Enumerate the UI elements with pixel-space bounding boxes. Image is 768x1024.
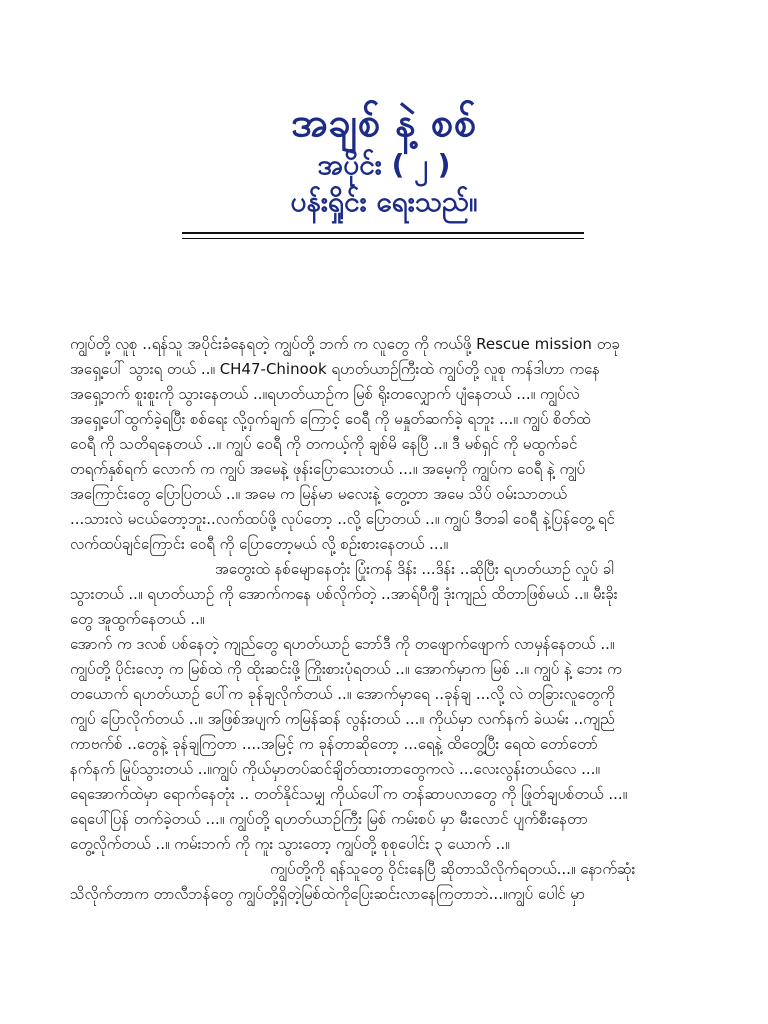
title-divider-thin [182,238,584,239]
body-line: တွေ အူထွက်နေတယ် ..။ [70,610,205,628]
body-line: အကြောင်းတွေ ပြောပြတယ် ..။ အမေ က မြန်မာ မလေးနဲ့ တွေ့တာ အမေ သိပ် ဝမ်းသာတယ် [70,485,567,503]
document-part: အပိုင်း ( ၂ ) [317,148,451,181]
document-author: ပန်းရှိုင်း ရေးသည်။ [290,184,478,218]
body-line: ကာဗက်စ် ..တွေနဲ့ ခုန်ချကြတာ ....အမြင့် က ခုန်တာဆိုတော့ ...ရေနဲ့ ထိတွေ့ပြီး ရေထဲ တော်တော် [70,735,598,753]
body-line: ...သားလဲ မငယ်တော့ဘူး..လက်ထပ်ဖို့ လုပ်တော့ ..လို့ ပြောတယ် ..။ ကျွပ် ဒီတခါ ဝေရီ နဲ့ပြန်တွေ့ ရင် [70,510,615,528]
body-line: ကျွပ်တို့ လူစု ..ရန်သူ အပိုင်းခံနေရတဲ့ ကျွပ်တို့ ဘက် က လူတွေ ကို ကယ်ဖို့ Rescue mission တခု [70,335,620,353]
body-line: တရက်နှစ်ရက် လောက် က ကျွပ် အမေနဲ့ ဖုန်းပြောသေးတယ် ...။ အမေ့ကို ကျွပ်က ဝေရီ နဲ့ ကျွပ် [70,460,586,478]
body-line: တယောက် ရဟတ်ယာဉ် ပေါ်က ခုန်ချလိုက်တယ် ..။ အောက်မှာရေ ..ခုန်ချ ...လို့ လဲ တခြားလူတွေကို [70,685,615,703]
body-line: အောက် က ဒလစ် ပစ်နေတဲ့ ကျည်တွေ ရဟတ်ယာဉ် ဘော်ဒီ ကို တဖျောက်ဖျောက် လာမှန်နေတယ် ..။ [70,635,615,653]
body-line: အရှေ့ပေါ် သွားရ တယ် ..။ CH47-Chinook ရဟတ်ယာဉ်ကြီးထဲ ကျွပ်တို့ လူစု ကန်ဒါဟာ ကနေ [70,360,600,378]
body-line: အရှေ့ပေါ်ထွက်ခဲ့ရပြီး စစ်ရေး လို့ဝှက်ချက် ကြောင့် ဝေရီ ကို မနှုတ်ဆက်ခဲ့ ရဘူး ...။ ကျွပ် စိတ်ထဲ [70,410,591,428]
body-line: သွားတယ် ..။ ရဟတ်ယာဉ် ကို အောက်ကနေ ပစ်လိုက်တဲ့ ..အာရ်ပီဂျီ ဒုံးကျည် ထိတာဖြစ်မယ် ..။ မီးခိုး [70,585,618,603]
title-block [0,102,768,218]
body-line: ရေပေါ်ပြန် တက်ခဲ့တယ် ...။ ကျွပ်တို့ ရဟတ်ယာဉ်ကြီး မြစ် ကမ်းစပ် မှာ မီးလောင် ပျက်စီးနေတာ [70,810,588,828]
body-line: အရှေ့ဘက် စူးစူးကို သွားနေတယ် ..။ရဟတ်ယာဉ်က မြစ် ရိုးတလျှောက် ပျံနေတယ် ...။ ကျွပ်လဲ [70,385,580,403]
body-line: ဝေရီ ကို သတိရနေတယ် ..။ ကျွပ် ဝေရီ ကို တကယ့်ကို ချစ်မိ နေပြီ ..။ ဒီ မစ်ရှင် ကို မထွက်ခင် [70,435,578,453]
body-line: အတွေးထဲ နစ်မျောနေတုံး ပြုံးကန် ဒိန်း ...ဒိန်း ..ဆိုပြီး ရဟတ်ယာဉ် လှုပ် ခါ [215,560,614,578]
body-line: ကျွပ်တို့ ပိုင်းလော့ က မြစ်ထဲ ကို ထိုးဆင်းဖို့ ကြိုးစားပုံရတယ် ..။ အောက်မှာက မြစ် ..။ ကျွပ် နဲ့ ဘေး က [70,660,622,678]
body-line: ကျွပ်တို့ကို ရန်သူတွေ ဝိုင်းနေပြီ ဆိုတာသိလိုက်ရတယ်...။ နောက်ဆုံး [270,860,636,878]
body-line: ကျွပ် ပြောလိုက်တယ် ..။ အဖြစ်အပျက် ကမြန်ဆန် လွန်းတယ် ...။ ကိုယ်မှာ လက်နက် ခဲယမ်း ..ကျည် [70,710,615,728]
body-line: သိလိုက်တာက တာလီဘန်တွေ ကျွပ်တို့ရှိတဲ့မြစ်ထဲကိုပြေးဆင်းလာနေကြတာဘဲ...။ကျွပ် ပေါင် မှာ [70,885,585,903]
document-title: အချစ် နဲ့ စစ် [291,100,477,146]
body-line: နက်နက် မြုပ်သွားတယ် ..။ကျွပ် ကိုယ်မှာတပ်ဆင်ချိတ်ထားတာတွေကလဲ ...လေးလွန်းတယ်လေ ...။ [70,760,600,778]
body-line: တွေ့လိုက်တယ် ..။ ကမ်းဘက် ကို ကူး သွားတော့ ကျွပ်တို့ စုစုပေါင်း ၃ ယောက် ..။ [70,835,510,853]
title-divider-thick [182,232,584,234]
body-line: ရေအောက်ထဲမှာ ရောက်နေတုံး .. တတ်နိုင်သမျှ ကိုယ်ပေါ်က တန်ဆာပလာတွေ ကို ဖြုတ်ချပစ်တယ် ...။ [70,785,628,803]
body-line: လက်ထပ်ချင်ကြောင်း ဝေရီ ကို ပြောတော့မယ် လို့ စဉ်းစားနေတယ် ...။ [70,535,449,553]
document-body [70,332,714,907]
